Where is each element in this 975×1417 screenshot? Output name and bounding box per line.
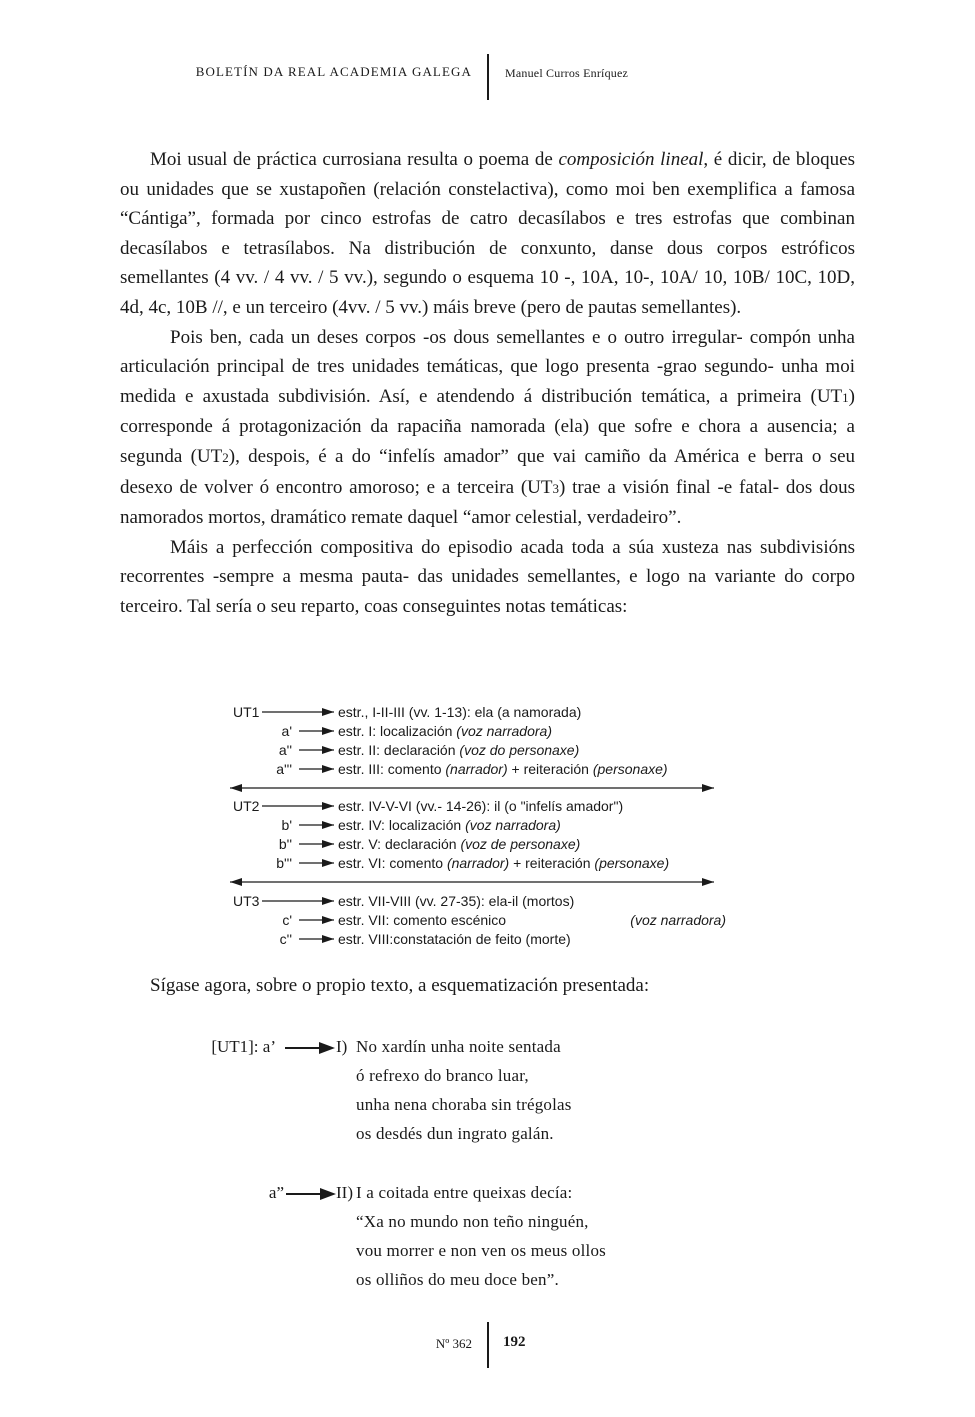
subdivision-label: a'' xyxy=(278,742,292,758)
paragraph-1: Moi usual de práctica currosiana resulta o poema de composición lineal, é dicir, de bloques ou unidades que se xustapoñen (relación constelactiva), como moi ben exemplifica a famosa “Cántiga”, formada por cinco estrofas de catro decasílabos e tres estrofas que combinan decasílabos e tetrasílabos. Na distribución de conxunto, danse dous corpos estróficos semellantes (4 vv. / 4 vv. / 5 vv.), segundo o esquema 10 -, 10A, 10-, 10A/ 10, 10B/ 10C, 10D, 4d, 4c, 10B //, e un terceiro (4vv. / 5 vv.) máis breve (pero de pautas semellantes). xyxy=(120,149,855,318)
verse-line: vou morrer e non ven os meus ollos xyxy=(356,1241,606,1260)
arrow-icon xyxy=(285,1040,335,1056)
unit-label: UT3 xyxy=(233,893,260,909)
author-name: Manuel Curros Enríquez xyxy=(505,66,629,80)
subdivision-label: c'' xyxy=(279,931,292,947)
unit-label: UT1 xyxy=(233,704,260,720)
subdivision-text: estr. VII: comento escénico xyxy=(338,912,507,928)
subdivision-label: a''' xyxy=(276,761,292,777)
subdivision-text: estr. V: declaración (voz de personaxe) xyxy=(338,836,581,852)
subdivision-label: b''' xyxy=(276,855,292,871)
paragraph-2: Pois ben, cada un deses corpos -os dous semellantes e o outro irregular- compón unha articulación principal de tres unidades temáticas, que logo presenta -grao segundo- unha moi medida e axustada subdivisión. Así, e atendendo á distribución temática, a primeira (UT1) corresponde á protagonización da rapaciña namorada (ela) que sofre e chora a ausencia; a segunda (UT2), despois, é a do “infelís amador” que vai camiño da América e berra o seu desexo de volver ó encontro amoroso; e a terceira (UT3) trae a visión final -e fatal- dos dous namorados mortos, dramático remate daquel “amor celestial, verdadeiro”. xyxy=(120,326,855,529)
issue-number: Nº 362 xyxy=(435,1336,472,1351)
subdivision-label: b' xyxy=(281,817,292,833)
verse-line: unha nena choraba sin trégolas xyxy=(356,1095,572,1114)
paragraph-3: Máis a perfección compositiva do episodio acada toda a súa xusteza nas subdivisións recorrentes -sempre a mesma pauta- das unidades semellantes, e logo na variante do corpo terceiro. Tal sería o seu reparto, coas conseguintes notas temáticas: xyxy=(120,536,855,617)
unit-label: UT2 xyxy=(233,798,260,814)
unit-description: estr. VII-VIII (vv. 27-35): ela-il (mortos) xyxy=(338,893,575,909)
voice-note: (voz narradora) xyxy=(630,912,726,928)
verse-line: os desdés dun ingrato galán. xyxy=(356,1124,554,1143)
subdivision-label: a' xyxy=(281,723,292,739)
arrow-icon xyxy=(286,1186,336,1202)
verse-line: No xardín unha noite sentada xyxy=(356,1037,561,1056)
subdivision-text: estr. II: declaración (voz do personaxe) xyxy=(338,742,580,758)
subdivision-label: c' xyxy=(282,912,292,928)
verse-line: “Xa no mundo non teño ninguén, xyxy=(356,1212,589,1231)
strophe-number: II) xyxy=(336,1183,353,1202)
verse-line: os olliños do meu doce ben”. xyxy=(356,1270,559,1289)
verse-line: I a coitada entre queixas decía: xyxy=(356,1183,573,1202)
page-number: 192 xyxy=(503,1334,526,1350)
unit-description: estr. IV-V-VI (vv.- 14-26): il (o "infelís amador") xyxy=(338,798,624,814)
subdivision-text: estr. IV: localización (voz narradora) xyxy=(338,817,561,833)
verse-line: ó refrexo do branco luar, xyxy=(356,1066,529,1085)
stanza-label: [UT1]: a’ xyxy=(211,1037,276,1056)
stanza-label: a” xyxy=(268,1183,284,1202)
subdivision-text: estr. I: localización (voz narradora) xyxy=(338,723,552,739)
journal-title: BOLETÍN DA REAL ACADEMIA GALEGA xyxy=(195,64,472,79)
strophe-number: I) xyxy=(336,1037,348,1056)
unit-description: estr., I-II-III (vv. 1-13): ela (a namorada) xyxy=(338,704,582,720)
subdivision-text: estr. III: comento (narrador) + reiteración (personaxe) xyxy=(338,761,668,777)
follow-sentence: Sígase agora, sobre o propio texto, a esquematización presentada: xyxy=(150,975,650,996)
footer-divider xyxy=(487,1322,489,1368)
subdivision-text: estr. VIII:constatación de feito (morte) xyxy=(338,931,571,947)
subdivision-text: estr. VI: comento (narrador) + reiteración (personaxe) xyxy=(338,855,670,871)
subdivision-label: b'' xyxy=(278,836,292,852)
